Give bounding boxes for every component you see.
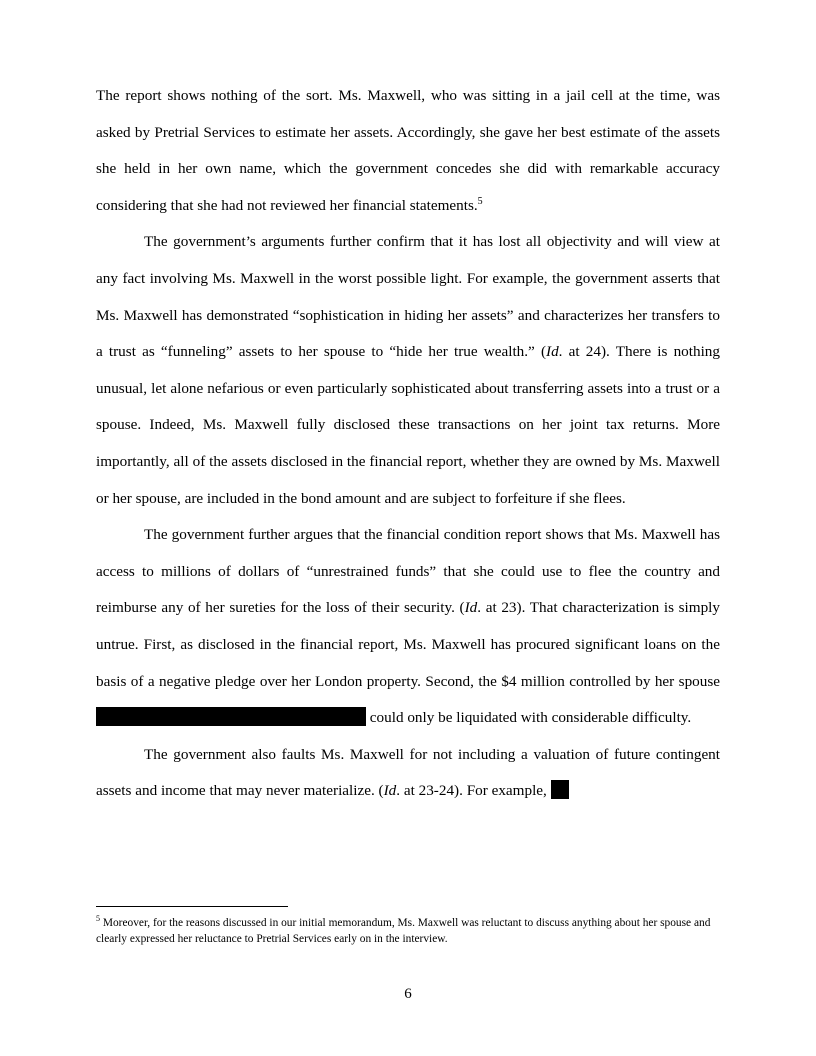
paragraph-3-text-c: could only be liquidated with considerable difficulty. (366, 709, 692, 727)
footnote-area (96, 906, 720, 947)
paragraph-1-text: The report shows nothing of the sort. Ms. Maxwell, who was sitting in a jail cell at the time, was asked by Pretrial Services to estimate her assets. Accordingly, she gave her best estimate of the assets she held in her own name, which the government concedes she did with remarkable accuracy considering that she had not reviewed her financial statements. (96, 87, 720, 214)
footnote-5-text: Moreover, for the reasons discussed in our initial memorandum, Ms. Maxwell was reluctant to discuss anything about her spouse and clearly expressed her reluctance to Pretrial Services early on in the interview. (96, 917, 711, 945)
citation-id-3: Id (383, 782, 397, 800)
paragraph-1 (96, 78, 720, 224)
citation-id-2: Id (464, 599, 478, 617)
paragraph-2-text-b: . at 24). There is nothing unusual, let alone nefarious or even particularly sophisticated about transferring assets into a trust or a spouse. Indeed, Ms. Maxwell fully disclosed these transactions on her joint tax returns. More importantly, all of the assets disclosed in the financial report, whether they are owned by Ms. Maxwell or her spouse, are included in the bond amount and are subject to forfeiture if she flees. (96, 343, 720, 507)
paragraph-3-text-a: The government further argues that the financial condition report shows that Ms. Maxwell has access to millions of dollars of “unrestrained funds” that she could use to flee the country and reimburse any of her sureties for the loss of their security. ( (96, 526, 720, 617)
footnote-5 (96, 916, 720, 947)
paragraph-3-text-b: . at 23). That characterization is simply untrue. First, as disclosed in the financial report, Ms. Maxwell has procured significant loans on the basis of a negative pledge over her London property. Second, the $4 million controlled by her spouse (96, 599, 720, 690)
page-number: 6 (404, 986, 412, 1002)
paragraph-3 (96, 517, 720, 737)
paragraph-2-text-a: The government’s arguments further confirm that it has lost all objectivity and will view at any fact involving Ms. Maxwell in the worst possible light. For example, the government asserts that Ms. Maxwell has demonstrated “sophistication in hiding her assets” and characterizes her transfers to a trust as “funneling” assets to her spouse to “hide her true wealth.” ( (96, 233, 720, 361)
paragraph-2 (96, 224, 720, 517)
footnote-separator-rule (96, 906, 288, 907)
citation-id-1: Id (546, 343, 559, 361)
paragraph-4-text-b: . at 23-24). For example, (396, 782, 547, 800)
paragraph-4 (96, 737, 720, 810)
footnote-reference-5: 5 (477, 195, 483, 207)
document-body (96, 78, 720, 810)
redaction-bar-long (96, 707, 366, 726)
footnote-marker-5: 5 (96, 914, 100, 924)
paragraph-4-text-a: The government also faults Ms. Maxwell for not including a valuation of future contingent assets and income that may never materialize. ( (96, 745, 720, 800)
redaction-bar-short (551, 780, 569, 799)
